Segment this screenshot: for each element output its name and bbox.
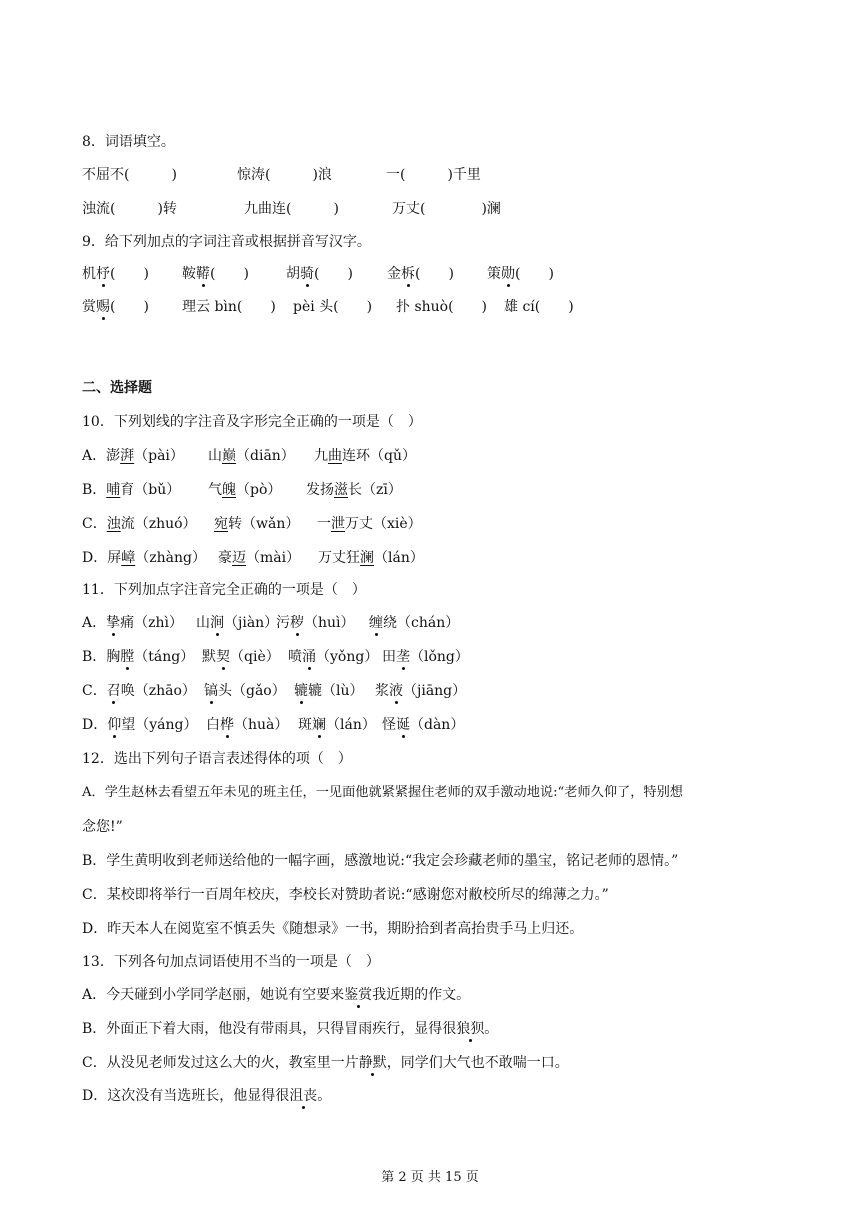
q8-item: 不屈不( ) bbox=[82, 167, 177, 183]
q8-item: 九曲连( ) bbox=[244, 201, 339, 217]
q9-item: 雄 cí( ) bbox=[504, 299, 574, 315]
q12-option-a-cont: 念您!” bbox=[82, 819, 123, 835]
q10-option-a: A．澎湃（pài） 山巅（diān） 九曲连环（qǔ） bbox=[82, 448, 416, 464]
q8-title: 8．词语填空。 bbox=[82, 134, 175, 150]
q8-row-2 bbox=[82, 199, 782, 219]
q13-option-d: D．这次没有当选班长，他显得很沮丧。 bbox=[82, 1088, 332, 1104]
q13-title: 13．下列各句加点词语使用不当的一项是（ ） bbox=[82, 954, 380, 970]
q13-option-b: B．外面正下着大雨，他没有带雨具，只得冒雨疾行，显得很狼狈。 bbox=[82, 1021, 499, 1037]
q11-option-b: B．胸膛（táng） 默契（qiè） 喷涌（yǒng） 田垄（lǒng） bbox=[82, 649, 469, 665]
q10-title: 10．下列划线的字注音及字形完全正确的一项是（ ） bbox=[82, 414, 422, 430]
page-footer: 第 2 页 共 15 页 bbox=[381, 1170, 479, 1185]
q10-option-c: C．浊流（zhuó） 宛转（wǎn） 一泄万丈（xiè） bbox=[82, 516, 422, 532]
q12-option-c: C．某校即将举行一百周年校庆，李校长对赞助者说:“感谢您对敝校所尽的绵薄之力。” bbox=[82, 887, 609, 903]
q11-option-a: A．挚痛（zhì） 山涧（jiàn） 污秽（huì） 缠绕（chán） bbox=[82, 615, 460, 631]
q13-option-a: A．今天碰到小学同学赵丽，她说有空要来鉴赏我近期的作文。 bbox=[82, 987, 471, 1003]
q9-title: 9．给下列加点的字词注音或根据拼音写汉字。 bbox=[82, 234, 371, 250]
q9-item: 理云 bìn( ) bbox=[182, 299, 276, 315]
q12-option-a: A．学生赵林去看望五年未见的班主任，一见面他就紧紧握住老师的双手激动地说:“老师久仰了，特别想 bbox=[82, 785, 683, 800]
q12-title: 12．选出下列句子语言表述得体的项（ ） bbox=[82, 751, 352, 767]
q9-row-1 bbox=[82, 264, 782, 284]
q9-item: 胡骑( ) bbox=[286, 266, 353, 282]
q13-option-c: C．从没见老师发过这么大的火，教室里一片静默，同学们大气也不敢喘一口。 bbox=[82, 1055, 569, 1071]
q9-item: 机杼( ) bbox=[82, 266, 149, 282]
section-title: 二、选择题 bbox=[82, 380, 152, 396]
q9-item: 金柝( ) bbox=[387, 266, 454, 282]
q9-item: 鞍鞯( ) bbox=[182, 266, 249, 282]
q9-item: pèi 头( ) bbox=[293, 299, 373, 315]
q8-item: 浊流( )转 bbox=[82, 201, 177, 217]
q12-option-d: D．昨天本人在阅览室不慎丢失《随想录》一书，期盼拾到者高抬贵手马上归还。 bbox=[82, 921, 584, 937]
q12-option-b: B．学生黄明收到老师送给他的一幅字画，感激地说:“我定会珍藏老师的墨宝，铭记老师的恩情。” bbox=[82, 853, 679, 869]
q10-option-b: B．哺育（bǔ） 气魄（pò） 发扬滋长（zī） bbox=[82, 482, 402, 498]
q10-option-d: D．屏嶂（zhàng） 豪迈（mài） 万丈狂澜（lán） bbox=[82, 550, 424, 566]
q8-item: 万丈( )澜 bbox=[392, 201, 501, 217]
q8-item: 一( )千里 bbox=[386, 167, 481, 183]
q8-row-1 bbox=[82, 165, 782, 185]
q9-item: 赏赐( ) bbox=[82, 299, 149, 315]
q9-item: 扑 shuò( ) bbox=[396, 299, 488, 315]
q8-item: 惊涛( )浪 bbox=[237, 167, 332, 183]
q11-option-d: D．仰望（yáng） 白桦（huà） 斑斓（lán） 怪诞（dàn） bbox=[82, 717, 465, 733]
document-page bbox=[82, 0, 782, 1216]
q11-title: 11．下列加点字注音完全正确的一项是（ ） bbox=[82, 582, 366, 598]
q11-option-c: C．召唤（zhāo） 镐头（gǎo） 辘辘（lù） 浆液（jiāng） bbox=[82, 683, 467, 699]
q9-row-2 bbox=[82, 297, 782, 317]
q9-item: 策勋( ) bbox=[487, 266, 554, 282]
